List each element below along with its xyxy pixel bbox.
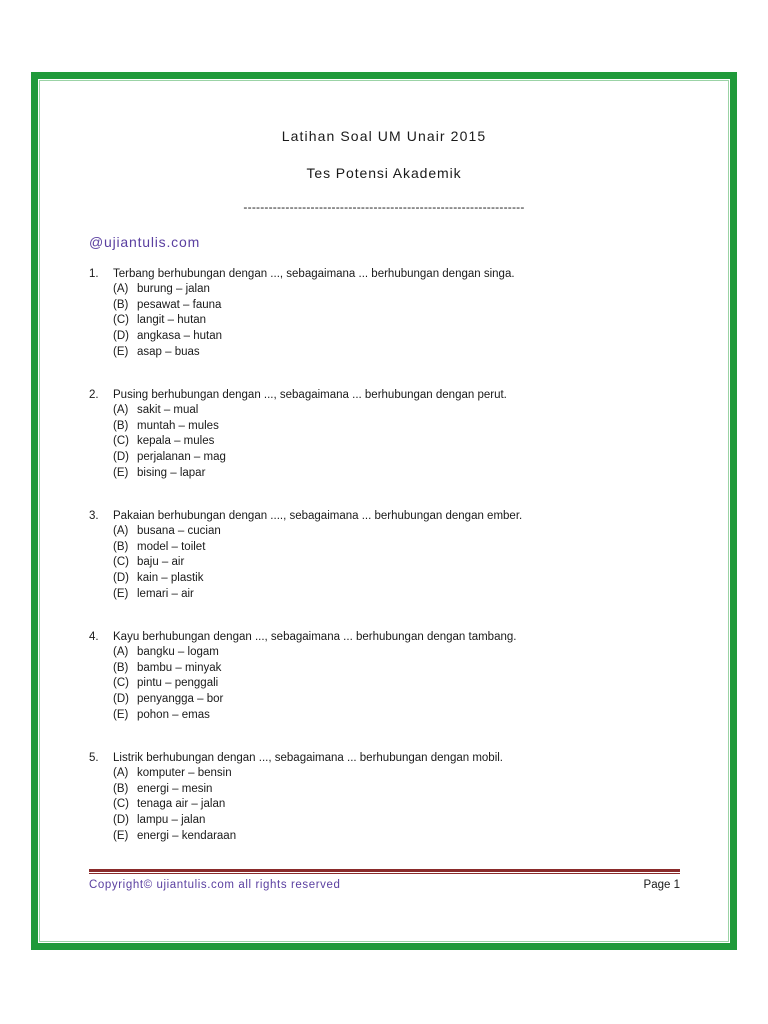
document-subtitle: Tes Potensi Akademik — [306, 165, 462, 181]
option-text: bising – lapar — [137, 466, 206, 479]
option-list — [113, 645, 689, 724]
answer-option — [113, 282, 689, 298]
option-key: (C) — [113, 556, 129, 569]
answer-option — [113, 524, 689, 540]
page-number: Page 1 — [643, 879, 680, 891]
site-handle: @ujiantulis.com — [89, 234, 201, 250]
answer-option — [113, 345, 689, 361]
question-text: Terbang berhubungan dengan ..., sebagaimana ... berhubungan dengan singa. — [113, 268, 515, 280]
option-key: (B) — [113, 419, 129, 432]
answer-option — [113, 692, 689, 708]
question-stem-row — [89, 629, 689, 645]
option-key: (E) — [113, 587, 129, 600]
answer-option — [113, 645, 689, 661]
option-text: kain – plastik — [137, 572, 204, 585]
answer-option — [113, 708, 689, 724]
option-text: langit – hutan — [137, 314, 207, 327]
option-key: (B) — [113, 782, 129, 795]
answer-option — [113, 829, 689, 845]
answer-option — [113, 298, 689, 314]
option-key: (D) — [113, 330, 129, 343]
question-text: Pusing berhubungan dengan ..., sebagaimana ... berhubungan dengan perut. — [113, 389, 507, 402]
option-key: (D) — [113, 451, 129, 464]
answer-option — [113, 587, 689, 603]
question-item — [89, 629, 689, 724]
question-stem-row — [89, 750, 689, 766]
option-key: (A) — [113, 646, 129, 659]
option-key: (A) — [113, 283, 129, 295]
answer-option — [113, 676, 689, 692]
option-list — [113, 282, 689, 361]
question-number: 3. — [89, 510, 99, 523]
answer-option — [113, 797, 689, 813]
question-number: 4. — [89, 631, 99, 644]
question-item — [89, 750, 689, 845]
option-key: (B) — [113, 540, 129, 553]
answer-option — [113, 403, 689, 419]
answer-option — [113, 329, 689, 345]
question-text: Listrik berhubungan dengan ..., sebagaimana ... berhubungan dengan mobil. — [113, 752, 504, 765]
answer-option — [113, 766, 689, 782]
question-item — [89, 266, 689, 361]
option-key: (C) — [113, 798, 129, 811]
answer-option — [113, 571, 689, 587]
option-text: bangku – logam — [137, 646, 219, 659]
answer-option — [113, 313, 689, 329]
option-text: penyangga – bor — [137, 693, 224, 706]
option-text: asap – buas — [137, 345, 200, 358]
answer-option — [113, 434, 689, 450]
document-title: Latihan Soal UM Unair 2015 — [281, 128, 487, 144]
option-key: (E) — [113, 708, 129, 721]
question-item — [89, 387, 689, 482]
footer-rule — [89, 869, 680, 872]
question-stem-row — [89, 387, 689, 403]
option-key: (A) — [113, 404, 129, 417]
answer-option — [113, 555, 689, 571]
option-key: (E) — [113, 829, 129, 842]
answer-option — [113, 419, 689, 435]
option-text: baju – air — [137, 556, 185, 569]
question-list — [89, 266, 689, 871]
option-text: energi – mesin — [137, 782, 213, 795]
option-key: (D) — [113, 572, 129, 585]
option-text: energi – kendaraan — [137, 829, 237, 842]
copyright-notice: Copyright© ujiantulis.com all rights reserved — [89, 879, 341, 891]
question-stem-row — [89, 508, 689, 524]
answer-option — [113, 813, 689, 829]
option-key: (B) — [113, 298, 129, 311]
option-text: lemari – air — [137, 587, 194, 600]
option-text: bambu – minyak — [137, 661, 222, 674]
option-text: kepala – mules — [137, 435, 215, 448]
option-text: busana – cucian — [137, 525, 221, 538]
option-list — [113, 403, 689, 482]
page-footer — [89, 879, 680, 891]
option-list — [113, 524, 689, 603]
option-key: (E) — [113, 345, 129, 358]
option-key: (D) — [113, 814, 129, 827]
question-number: 2. — [89, 389, 99, 402]
option-text: tenaga air – jalan — [137, 798, 226, 811]
option-text: burung – jalan — [137, 283, 210, 295]
option-key: (C) — [113, 677, 129, 690]
option-text: model – toilet — [137, 540, 206, 553]
option-key: (A) — [113, 525, 129, 538]
question-stem-row — [89, 266, 689, 282]
option-text: komputer – bensin — [137, 767, 232, 780]
answer-option — [113, 540, 689, 556]
option-text: pintu – penggali — [137, 677, 219, 690]
option-key: (C) — [113, 314, 129, 327]
answer-option — [113, 450, 689, 466]
option-text: pesawat – fauna — [137, 298, 222, 311]
option-key: (A) — [113, 767, 129, 780]
option-key: (D) — [113, 693, 129, 706]
question-text: Kayu berhubungan dengan ..., sebagaimana ... berhubungan dengan tambang. — [113, 631, 517, 644]
option-text: lampu – jalan — [137, 814, 206, 827]
option-text: sakit – mual — [137, 404, 199, 417]
answer-option — [113, 466, 689, 482]
option-text: muntah – mules — [137, 419, 219, 432]
option-text: perjalanan – mag — [137, 451, 226, 464]
dashed-divider: ------------------------------------------------------------------- — [243, 200, 525, 214]
option-key: (E) — [113, 466, 129, 479]
question-text: Pakaian berhubungan dengan ...., sebagaimana ... berhubungan dengan ember. — [113, 510, 523, 523]
option-text: pohon – emas — [137, 708, 210, 721]
option-key: (C) — [113, 435, 129, 448]
answer-option — [113, 661, 689, 677]
answer-option — [113, 782, 689, 798]
option-key: (B) — [113, 661, 129, 674]
question-item — [89, 508, 689, 603]
option-list — [113, 766, 689, 845]
question-number: 1. — [89, 268, 99, 280]
question-number: 5. — [89, 752, 99, 765]
option-text: angkasa – hutan — [137, 330, 223, 343]
